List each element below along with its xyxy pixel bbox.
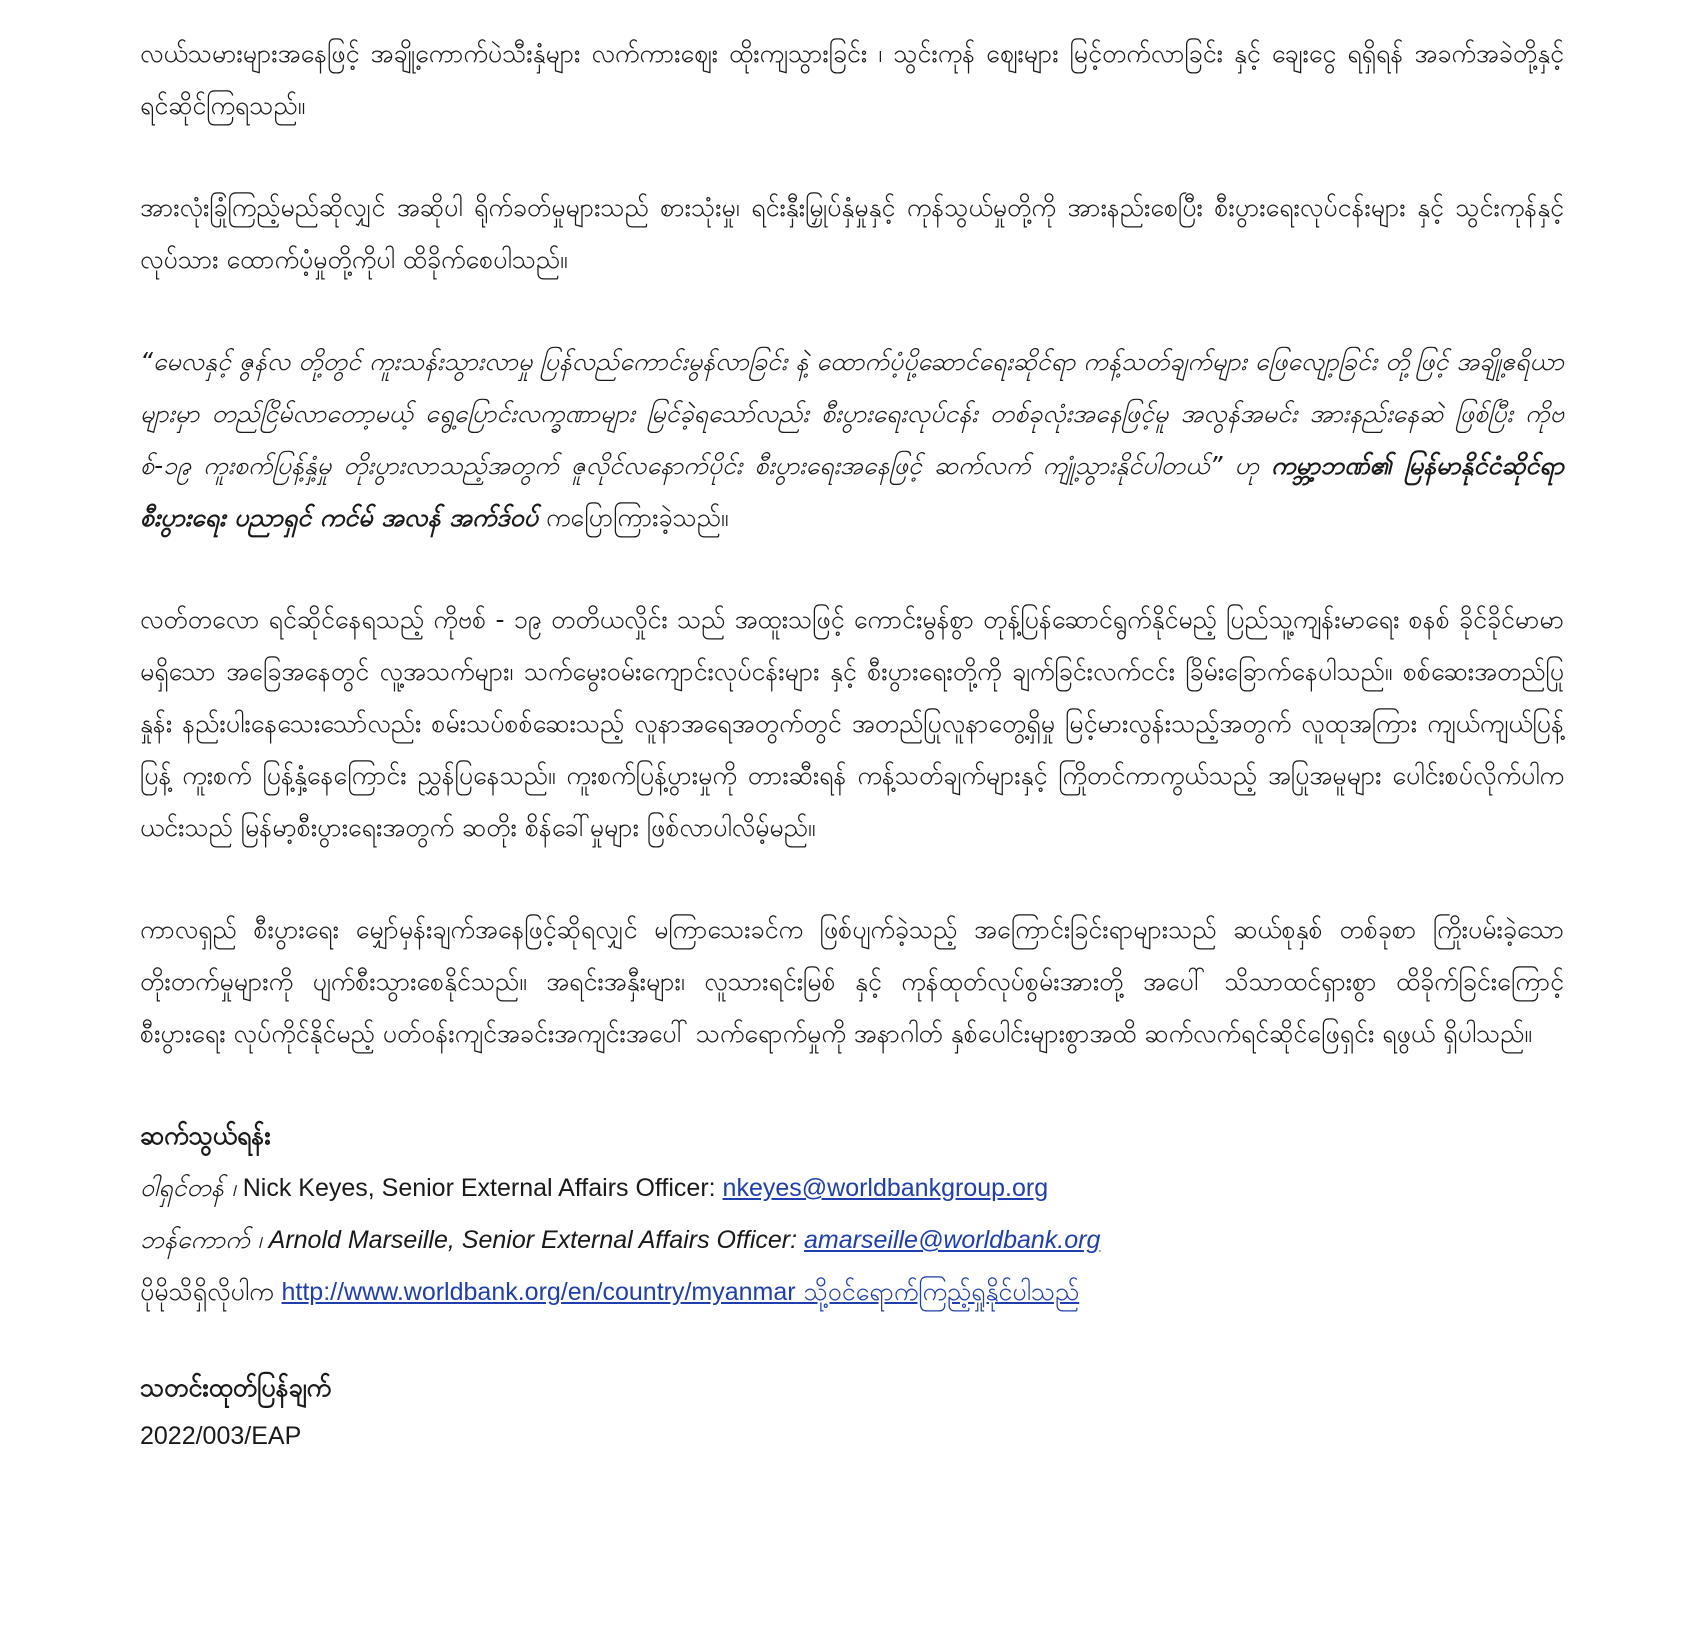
paragraph-farmers: လယ်သမားများအနေဖြင့် အချို့ကောက်ပဲသီးနှံများ လက်ကားဈေး ထိုးကျသွားခြင်း ၊ သွင်းကုန် ဈေးများ မြင့်တက်လာခြင်း နှင့် ချေးငွေ ရရှိရန် အခက်အခဲတို့နှင့် ရင်ဆိုင်ကြရသည်။ (140, 39, 1564, 120)
paragraph-covid-wave: လတ်တလော ရင်ဆိုင်နေရသည့် ကိုဗစ် - ၁၉ တတိယလှိုင်း သည် အထူးသဖြင့် ကောင်းမွန်စွာ တုန့်ပြန်ဆောင်ရွက်နိုင်မည့် ပြည်သူ့ကျန်းမာရေး စနစ် ခိုင်ခိုင်မာမာ မရှိသော အခြေအနေတွင် လူ့အသက်များ၊ သက်မွေးဝမ်းကျောင်းလုပ်ငန်းများ နှင့် စီးပွားရေးတို့ကို ချက်ခြင်းလက်ငင်း ခြိမ်းခြောက်နေပါသည်။ စစ်ဆေးအတည်ပြုနှုန်း နည်းပါးနေသေးသော်လည်း စမ်းသပ်စစ်ဆေးသည့် လူနာအရေအတွက်တွင် အတည်ပြုလူနာတွေ့ရှိမှု မြင့်မားလွန်းသည့်အတွက် လူထုအကြား ကျယ်ကျယ်ပြန့်ပြန့် ကူးစက် ပြန့်နှံ့နေကြောင်း ညွှန်ပြနေသည်။ ကူးစက်ပြန့်ပွားမှုကို တားဆီးရန် ကန့်သတ်ချက်များနှင့် ကြိုတင်ကာကွယ်သည့် အပြုအမူများ ပေါင်းစပ်လိုက်ပါက ယင်းသည် မြန်မာ့စီးပွားရေးအတွက် ဆတိုး စိန်ခေါ်မှုများ ဖြစ်လာပါလိမ့်မည်။ (140, 605, 1564, 842)
contact-bangkok (140, 1214, 1564, 1266)
contact-washington-text: Nick Keyes, Senior External Affairs Officer: (235, 1174, 723, 1202)
quote-speaker: ကမ္ဘာ့ဘဏ်၏ မြန်မာနိုင်ငံဆိုင်ရာ စီးပွားရေး ပညာရှင် ကင်မ် အလန် အက်ဒ်ဝပ် (140, 451, 1565, 532)
contact-washington-label: ဝါရှင်တန် ၊ (140, 1173, 236, 1202)
country-page-link[interactable]: http://www.worldbank.org/en/country/myanmar (281, 1278, 796, 1306)
document-page (140, 28, 1564, 1458)
paragraph-impact: အားလုံးခြုံကြည့်မည်ဆိုလျှင် အဆိုပါ ရိုက်ခတ်မှုများသည် စားသုံးမှု၊ ရင်းနှီးမြှုပ်နှံမှုနှင့် ကုန်သွယ်မှုတို့ကို အားနည်းစေပြီး စီးပွားရေးလုပ်ငန်းများ နှင့် သွင်းကုန်နှင့် လုပ်သား ထောက်ပံ့မှုတို့ကိုပါ ထိခိုက်စေပါသည်။ (140, 193, 1564, 274)
contacts-section (140, 1110, 1564, 1318)
more-info-prefix: ပိုမိုသိရှိလိုပါက (140, 1277, 282, 1306)
release-heading: သတင်းထုတ်ပြန်ချက် (140, 1373, 332, 1402)
contact-bangkok-label: ဘန်ကောက် ၊ (140, 1225, 262, 1254)
contact-bangkok-text: Arnold Marseille, Senior External Affairs Officer: (261, 1226, 805, 1254)
release-code: 2022/003/EAP (140, 1422, 302, 1450)
paragraph-long-term: ကာလရှည် စီးပွားရေး မျှော်မှန်းချက်အနေဖြင့်ဆိုရလျှင် မကြာသေးခင်က ဖြစ်ပျက်ခဲ့သည့် အကြောင်းခြင်းရာများသည် ဆယ်စုနှစ် တစ်ခုစာ ကြိုးပမ်းခဲ့သော တိုးတက်မှုများကို ပျက်စီးသွားစေနိုင်သည်။ အရင်းအနှီးများ၊ လူသားရင်းမြစ် နှင့် ကုန်ထုတ်လုပ်စွမ်းအားတို့ အပေါ် သိသာထင်ရှားစွာ ထိခိုက်ခြင်းကြောင့် စီးပွားရေး လုပ်ကိုင်နိုင်မည့် ပတ်ဝန်းကျင်အခင်းအကျင်းအပေါ် သက်ရောက်မှုကို အနာဂါတ် နှစ်ပေါင်းများစွာအထိ ဆက်လက်ရင်ဆိုင်ဖြေရှင်း ရဖွယ် ရှိပါသည်။ (140, 915, 1564, 1048)
contacts-heading: ဆက်သွယ်ရန်း (140, 1121, 271, 1150)
more-info-suffix-link[interactable]: သို့ဝင်ရောက်ကြည့်ရှုနိုင်ပါသည် (795, 1277, 1080, 1306)
contact-more-info (140, 1266, 1564, 1318)
contact-bangkok-email-link[interactable]: amarseille@worldbank.org (804, 1226, 1101, 1254)
paragraph-quote (140, 336, 1564, 544)
quote-attribution: ကပြောကြားခဲ့သည်။ (538, 503, 729, 532)
contact-washington-email-link[interactable]: nkeyes@worldbankgroup.org (722, 1174, 1049, 1202)
contact-washington (140, 1162, 1564, 1214)
quote-text: “မေလနှင့် ဇွန်လ တို့တွင် ကူးသန်းသွားလာမှု ပြန်လည်ကောင်းမွန်လာခြင်း နဲ့ ထောက်ပံ့ပို့ဆောင်ရေးဆိုင်ရာ ကန့်သတ်ချက်များ ဖြေလျော့ခြင်း တို့ဖြင့် အချို့ဧရိယာများမှာ တည်ငြိမ်လာတော့မယ့် ရွေ့ပြောင်းလက္ခဏာများ မြင်ခဲ့ရသော်လည်း စီးပွားရေးလုပ်ငန်း တစ်ခုလုံးအနေဖြင့်မူ အလွန်အမင်း အားနည်းနေဆဲ ဖြစ်ပြီး ကိုဗစ်-၁၉ ကူးစက်ပြန့်နှံ့မှု တိုးပွားလာသည့်အတွက် ဇူလိုင်လနောက်ပိုင်း စီးပွားရေးအနေဖြင့် ဆက်လက် ကျုံ့သွားနိုင်ပါတယ်” ဟု (140, 347, 1564, 480)
